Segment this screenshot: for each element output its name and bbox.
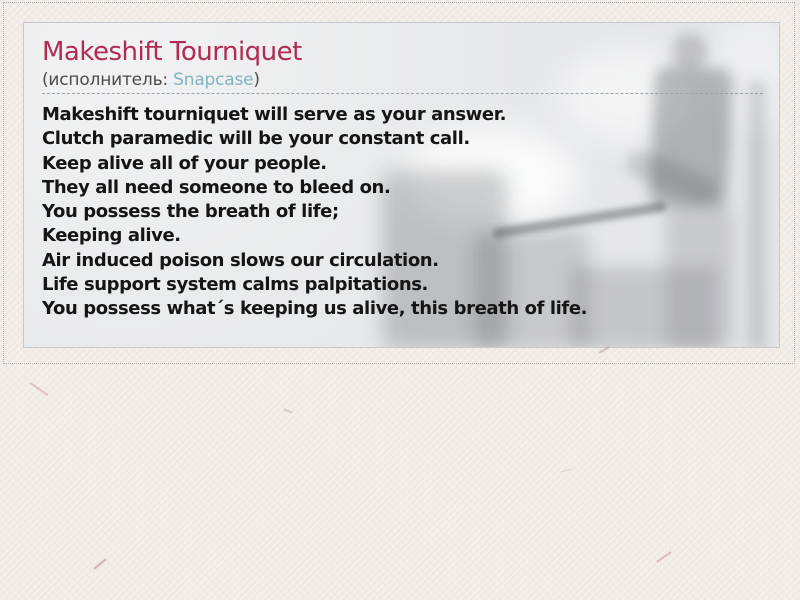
lyric-line: Clutch paramedic will be your constant call. (42, 128, 470, 150)
paper-fiber (560, 468, 572, 472)
lyrics-card (23, 22, 780, 348)
lyric-line: They all need someone to bleed on. (42, 176, 391, 198)
lyric-line: You possess the breath of life; (42, 201, 339, 223)
paper-fiber (283, 408, 293, 413)
lyric-line: Air induced poison slows our circulation. (42, 249, 439, 271)
lyrics-content (42, 23, 763, 322)
artist-line (42, 69, 763, 91)
paper-fiber (656, 551, 672, 563)
paper-fiber (93, 558, 107, 570)
page-title: Makeshift Tourniquet (42, 37, 302, 67)
lyric-line: You possess what´s keeping us alive, this breath of life. (42, 298, 588, 320)
dashed-frame (3, 2, 795, 364)
paper-fiber (29, 382, 48, 396)
lyric-line: Keep alive all of your people. (42, 152, 327, 174)
artist-label-prefix: (исполнитель: (42, 70, 174, 90)
artist-label-suffix: ) (253, 70, 260, 90)
lyrics-text (42, 103, 763, 322)
dotted-separator (42, 93, 763, 94)
lyric-line: Keeping alive. (42, 225, 181, 247)
lyric-line: Makeshift tourniquet will serve as your answer. (42, 104, 507, 125)
lyric-line: Life support system calms palpitations. (42, 274, 428, 296)
artist-link[interactable]: Snapcase (173, 70, 254, 90)
